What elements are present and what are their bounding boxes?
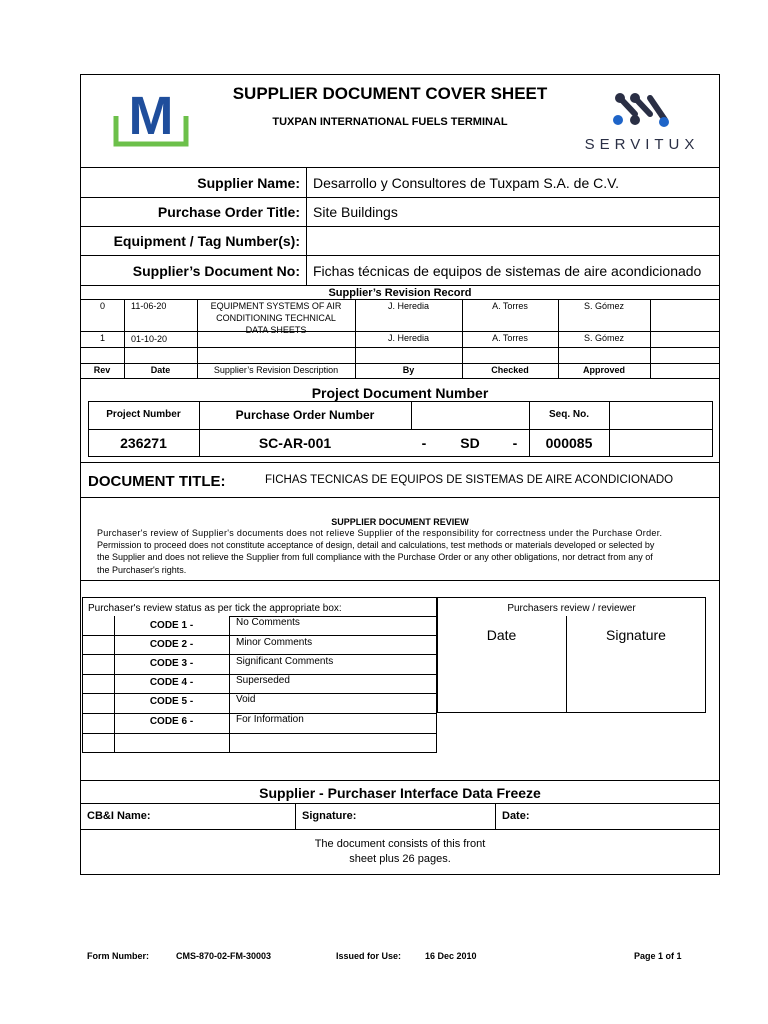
code-checkbox[interactable] <box>83 675 113 692</box>
form-number-label: Form Number: <box>87 951 150 961</box>
code-description: No Comments <box>236 617 300 628</box>
description-header: Supplier’s Revision Description <box>213 365 339 375</box>
divider <box>80 378 720 379</box>
po-number-label: Purchase Order Number <box>235 408 375 422</box>
divider <box>495 803 496 829</box>
document-title-label: DOCUMENT TITLE: <box>88 473 226 490</box>
reviewer-date-field[interactable] <box>438 648 565 712</box>
rev-description-line: DATA SHEETS <box>245 325 307 335</box>
code-label: CODE 1 - <box>149 620 194 631</box>
code-checkbox[interactable] <box>83 636 113 653</box>
review-title: SUPPLIER DOCUMENT REVIEW <box>331 517 469 527</box>
divider <box>82 654 437 655</box>
servitux-wordmark: SERVITUX <box>584 136 700 153</box>
supplier-doc-no-label: Supplier’s Document No: <box>132 263 300 279</box>
page-subtitle: TUXPAN INTERNATIONAL FUELS TERMINAL <box>272 116 508 128</box>
rev-date-cell: 01-10-20 <box>131 334 168 344</box>
code-checkbox[interactable] <box>83 617 113 634</box>
revision-record-title: Supplier’s Revision Record <box>328 287 472 299</box>
divider <box>88 429 713 430</box>
divider <box>82 733 437 734</box>
review-text-line: Permission to proceed does not constitute acceptance of design, detail and calculations, test methods or materials developed or selected by <box>97 540 655 550</box>
divider <box>80 255 720 256</box>
code-label: CODE 5 - <box>149 696 194 707</box>
divider <box>80 347 720 348</box>
rev-by-cell: J. Heredia <box>387 333 430 343</box>
review-text-line: the Supplier and does not relieve the Supplier from full compliance with the Purchase Order or any other obligations, nor detract from any of <box>97 552 653 562</box>
document-title-value: FICHAS TECNICAS DE EQUIPOS DE SISTEMAS DE AIRE ACONDICIONADO <box>265 474 674 486</box>
dash: - <box>421 435 427 451</box>
tag-number-label: Equipment / Tag Number(s): <box>113 233 300 249</box>
data-freeze-title: Supplier - Purchaser Interface Data Freeze <box>259 785 541 801</box>
code-label: CODE 2 - <box>149 639 194 650</box>
po-title-value: Site Buildings <box>313 204 398 220</box>
project-number-value: 236271 <box>120 435 167 451</box>
divider <box>80 829 720 830</box>
code-checkbox[interactable] <box>83 694 113 712</box>
code-label: CODE 3 - <box>149 658 194 669</box>
supplier-name-value: Desarrollo y Consultores de Tuxpam S.A. de C.V. <box>313 175 620 191</box>
dash: - <box>512 435 518 451</box>
m-logo <box>112 86 190 148</box>
code-description: Significant Comments <box>236 656 334 667</box>
date-header: Date <box>150 365 171 375</box>
by-header: By <box>402 365 415 375</box>
project-doc-title: Project Document Number <box>311 385 489 401</box>
form-number-value: CMS-870-02-FM-30003 <box>176 951 272 961</box>
divider <box>80 226 720 227</box>
divider <box>295 803 296 829</box>
rev-description-line: CONDITIONING TECHNICAL <box>216 313 336 323</box>
freeze-signature-label: Signature: <box>302 810 357 822</box>
rev-approved-cell: S. Gómez <box>583 301 624 311</box>
review-text-line: the Purchaser's rights. <box>97 565 187 575</box>
divider <box>80 580 720 581</box>
reviewer-signature-label: Signature <box>606 627 666 643</box>
divider <box>609 401 610 457</box>
divider <box>80 803 720 804</box>
code-description: Superseded <box>236 675 290 686</box>
divider <box>80 331 720 332</box>
rev-description-line: EQUIPMENT SYSTEMS OF AIR <box>210 301 342 311</box>
divider <box>82 635 437 636</box>
po-title-label: Purchase Order Title: <box>157 204 300 220</box>
discipline-value: SD <box>460 435 480 451</box>
approved-header: Approved <box>582 365 625 375</box>
page-number: Page 1 of 1 <box>634 951 682 961</box>
supplier-name-label: Supplier Name: <box>197 175 300 191</box>
divider <box>411 401 412 429</box>
rev-cell: 0 <box>100 301 106 311</box>
code-checkbox[interactable] <box>83 714 113 732</box>
page-title: SUPPLIER DOCUMENT COVER SHEET <box>232 84 548 103</box>
divider <box>80 497 720 498</box>
issued-date: 16 Dec 2010 <box>425 951 477 961</box>
reviewer-label: Purchasers review / reviewer <box>507 603 636 614</box>
review-text-line: Purchaser's review of Supplier's documents does not relieve Supplier of the responsibility for correctness under the Purchase Order. <box>97 528 663 538</box>
divider <box>80 780 720 781</box>
project-number-label: Project Number <box>106 409 181 420</box>
rev-checked-cell: A. Torres <box>492 333 528 343</box>
checked-header: Checked <box>491 365 529 375</box>
page-count-note: sheet plus 26 pages. <box>349 853 451 865</box>
code-description: Void <box>236 694 256 705</box>
freeze-date-label: Date: <box>502 810 530 822</box>
code-description: For Information <box>236 714 304 725</box>
divider <box>80 167 720 168</box>
rev-by-cell: J. Heredia <box>387 301 430 311</box>
servitux-logo <box>580 90 710 156</box>
code-description: Minor Comments <box>236 637 313 648</box>
divider <box>80 363 720 364</box>
divider <box>80 285 720 286</box>
rev-date-cell: 11-06-20 <box>131 301 167 311</box>
po-number-value: SC-AR-001 <box>258 435 332 451</box>
divider <box>80 462 720 463</box>
seq-no-value: 000085 <box>545 435 593 451</box>
seq-no-label: Seq. No. <box>548 409 589 420</box>
rev-checked-cell: A. Torres <box>492 301 528 311</box>
divider <box>650 299 651 378</box>
divider <box>82 693 437 694</box>
rev-cell: 1 <box>100 333 106 343</box>
servitux-molecule-icon <box>580 90 710 130</box>
review-status-label: Purchaser's review status as per tick the appropriate box: <box>88 603 342 614</box>
code-checkbox[interactable] <box>83 655 113 673</box>
issued-label: Issued for Use: <box>336 951 402 961</box>
cbi-name-label: CB&I Name: <box>87 810 151 822</box>
reviewer-date-label: Date <box>486 627 517 643</box>
divider <box>80 197 720 198</box>
code-label: CODE 6 - <box>149 716 194 727</box>
page-count-note: The document consists of this front <box>314 838 486 850</box>
reviewer-signature-field[interactable] <box>567 648 705 712</box>
code-label: CODE 4 - <box>149 677 194 688</box>
divider <box>80 299 720 300</box>
rev-approved-cell: S. Gómez <box>583 333 624 343</box>
rev-header: Rev <box>93 365 111 375</box>
supplier-doc-no-value: Fichas técnicas de equipos de sistemas de aire acondicionado <box>313 263 702 279</box>
m-logo-letter: M <box>128 86 174 146</box>
